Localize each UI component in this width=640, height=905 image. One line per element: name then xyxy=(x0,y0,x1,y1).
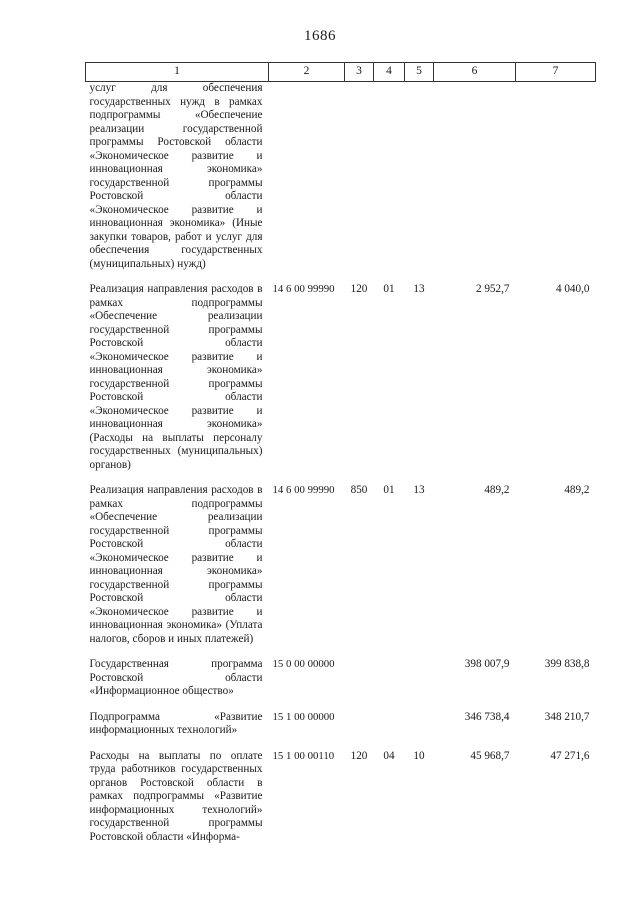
row-expense-type: 120 xyxy=(350,749,368,762)
table-row xyxy=(86,750,596,857)
column-header-2: 2 xyxy=(269,63,345,82)
row-section xyxy=(374,658,405,711)
row-sum-1: 489,2 xyxy=(484,484,510,496)
row-section xyxy=(374,82,405,284)
row-code: 14 6 00 99990 xyxy=(272,484,335,496)
row-section xyxy=(374,711,405,750)
row-subsection xyxy=(405,82,434,284)
row-code: 14 6 00 99990 xyxy=(272,283,335,295)
table-row xyxy=(86,82,596,284)
column-header-3: 3 xyxy=(345,63,374,82)
row-sum-2 xyxy=(516,82,596,284)
row-expense-type xyxy=(345,82,374,284)
row-sum-2: 489,2 xyxy=(564,484,590,496)
row-name: Государственная программа Ростовской области «Информационное общество» xyxy=(89,658,263,697)
row-expense-type xyxy=(345,658,374,711)
column-header-5: 5 xyxy=(405,63,434,82)
row-sum-1 xyxy=(434,82,516,284)
row-expense-type: 120 xyxy=(350,283,368,295)
row-code: 15 0 00 00000 xyxy=(272,658,335,670)
row-sum-1: 346 738,4 xyxy=(464,710,510,723)
row-code: 15 1 00 00000 xyxy=(272,710,335,723)
row-section: 04 xyxy=(383,749,395,762)
row-sum-2: 399 838,8 xyxy=(544,658,590,670)
table-header-row xyxy=(86,63,596,82)
row-sum-2: 47 271,6 xyxy=(550,749,590,762)
table-row xyxy=(86,484,596,658)
row-code xyxy=(269,82,345,284)
row-name: услуг для обеспечения государственных нужд в рамках подпрограммы «Обеспечение реализации государственной программы Ростовской области «Экономическое развитие и инновационная экономика» государственной программы Ростовской области «Экономическое развитие и инновационная экономика» (Иные закупки товаров, работ и услуг для обеспечения государственных (муниципальных) нужд) xyxy=(89,82,263,270)
row-subsection: 13 xyxy=(413,484,425,496)
row-sum-2: 348 210,7 xyxy=(544,710,590,723)
row-sum-1: 2 952,7 xyxy=(475,283,510,295)
row-code: 15 1 00 00110 xyxy=(272,749,335,762)
column-header-1: 1 xyxy=(86,63,269,82)
row-name: Реализация направления расходов в рамках подпрограммы «Обеспечение реализации государственной программы Ростовской области «Экономическое развитие и инновационная экономика» государственной программы Ростовской области «Экономическое развитие и инновационная экономика» (Уплата налогов, сборов и иных платежей) xyxy=(89,484,263,645)
row-subsection xyxy=(405,658,434,711)
page-number: 1686 xyxy=(304,28,336,44)
column-header-7: 7 xyxy=(516,63,596,82)
row-sum-1: 398 007,9 xyxy=(464,658,510,670)
row-section: 01 xyxy=(383,283,395,295)
column-header-4: 4 xyxy=(374,63,405,82)
row-name: Расходы на выплаты по оплате труда работников государственных органов Ростовской области в рамках подпрограммы «Развитие информационных технологий» государственной программы Ростовской области «Информа- xyxy=(89,749,263,843)
row-sum-2: 4 040,0 xyxy=(555,283,590,295)
row-section: 01 xyxy=(383,484,395,496)
row-subsection: 10 xyxy=(413,749,425,762)
table-row xyxy=(86,283,596,484)
table-row xyxy=(86,658,596,711)
row-expense-type xyxy=(345,711,374,750)
table-row xyxy=(86,711,596,750)
budget-table xyxy=(85,62,596,856)
row-name: Реализация направления расходов в рамках подпрограммы «Обеспечение реализации государственной программы Ростовской области «Экономическое развитие и инновационная экономика» государственной программы Ростовской области «Экономическое развитие и инновационная экономика» (Расходы на выплаты персоналу государственных (муниципальных) органов) xyxy=(89,283,263,471)
row-name: Подпрограмма «Развитие информационных технологий» xyxy=(89,710,263,736)
row-sum-1: 45 968,7 xyxy=(470,749,510,762)
row-subsection: 13 xyxy=(413,283,425,295)
row-subsection xyxy=(405,711,434,750)
row-expense-type: 850 xyxy=(350,484,368,496)
column-header-6: 6 xyxy=(434,63,516,82)
